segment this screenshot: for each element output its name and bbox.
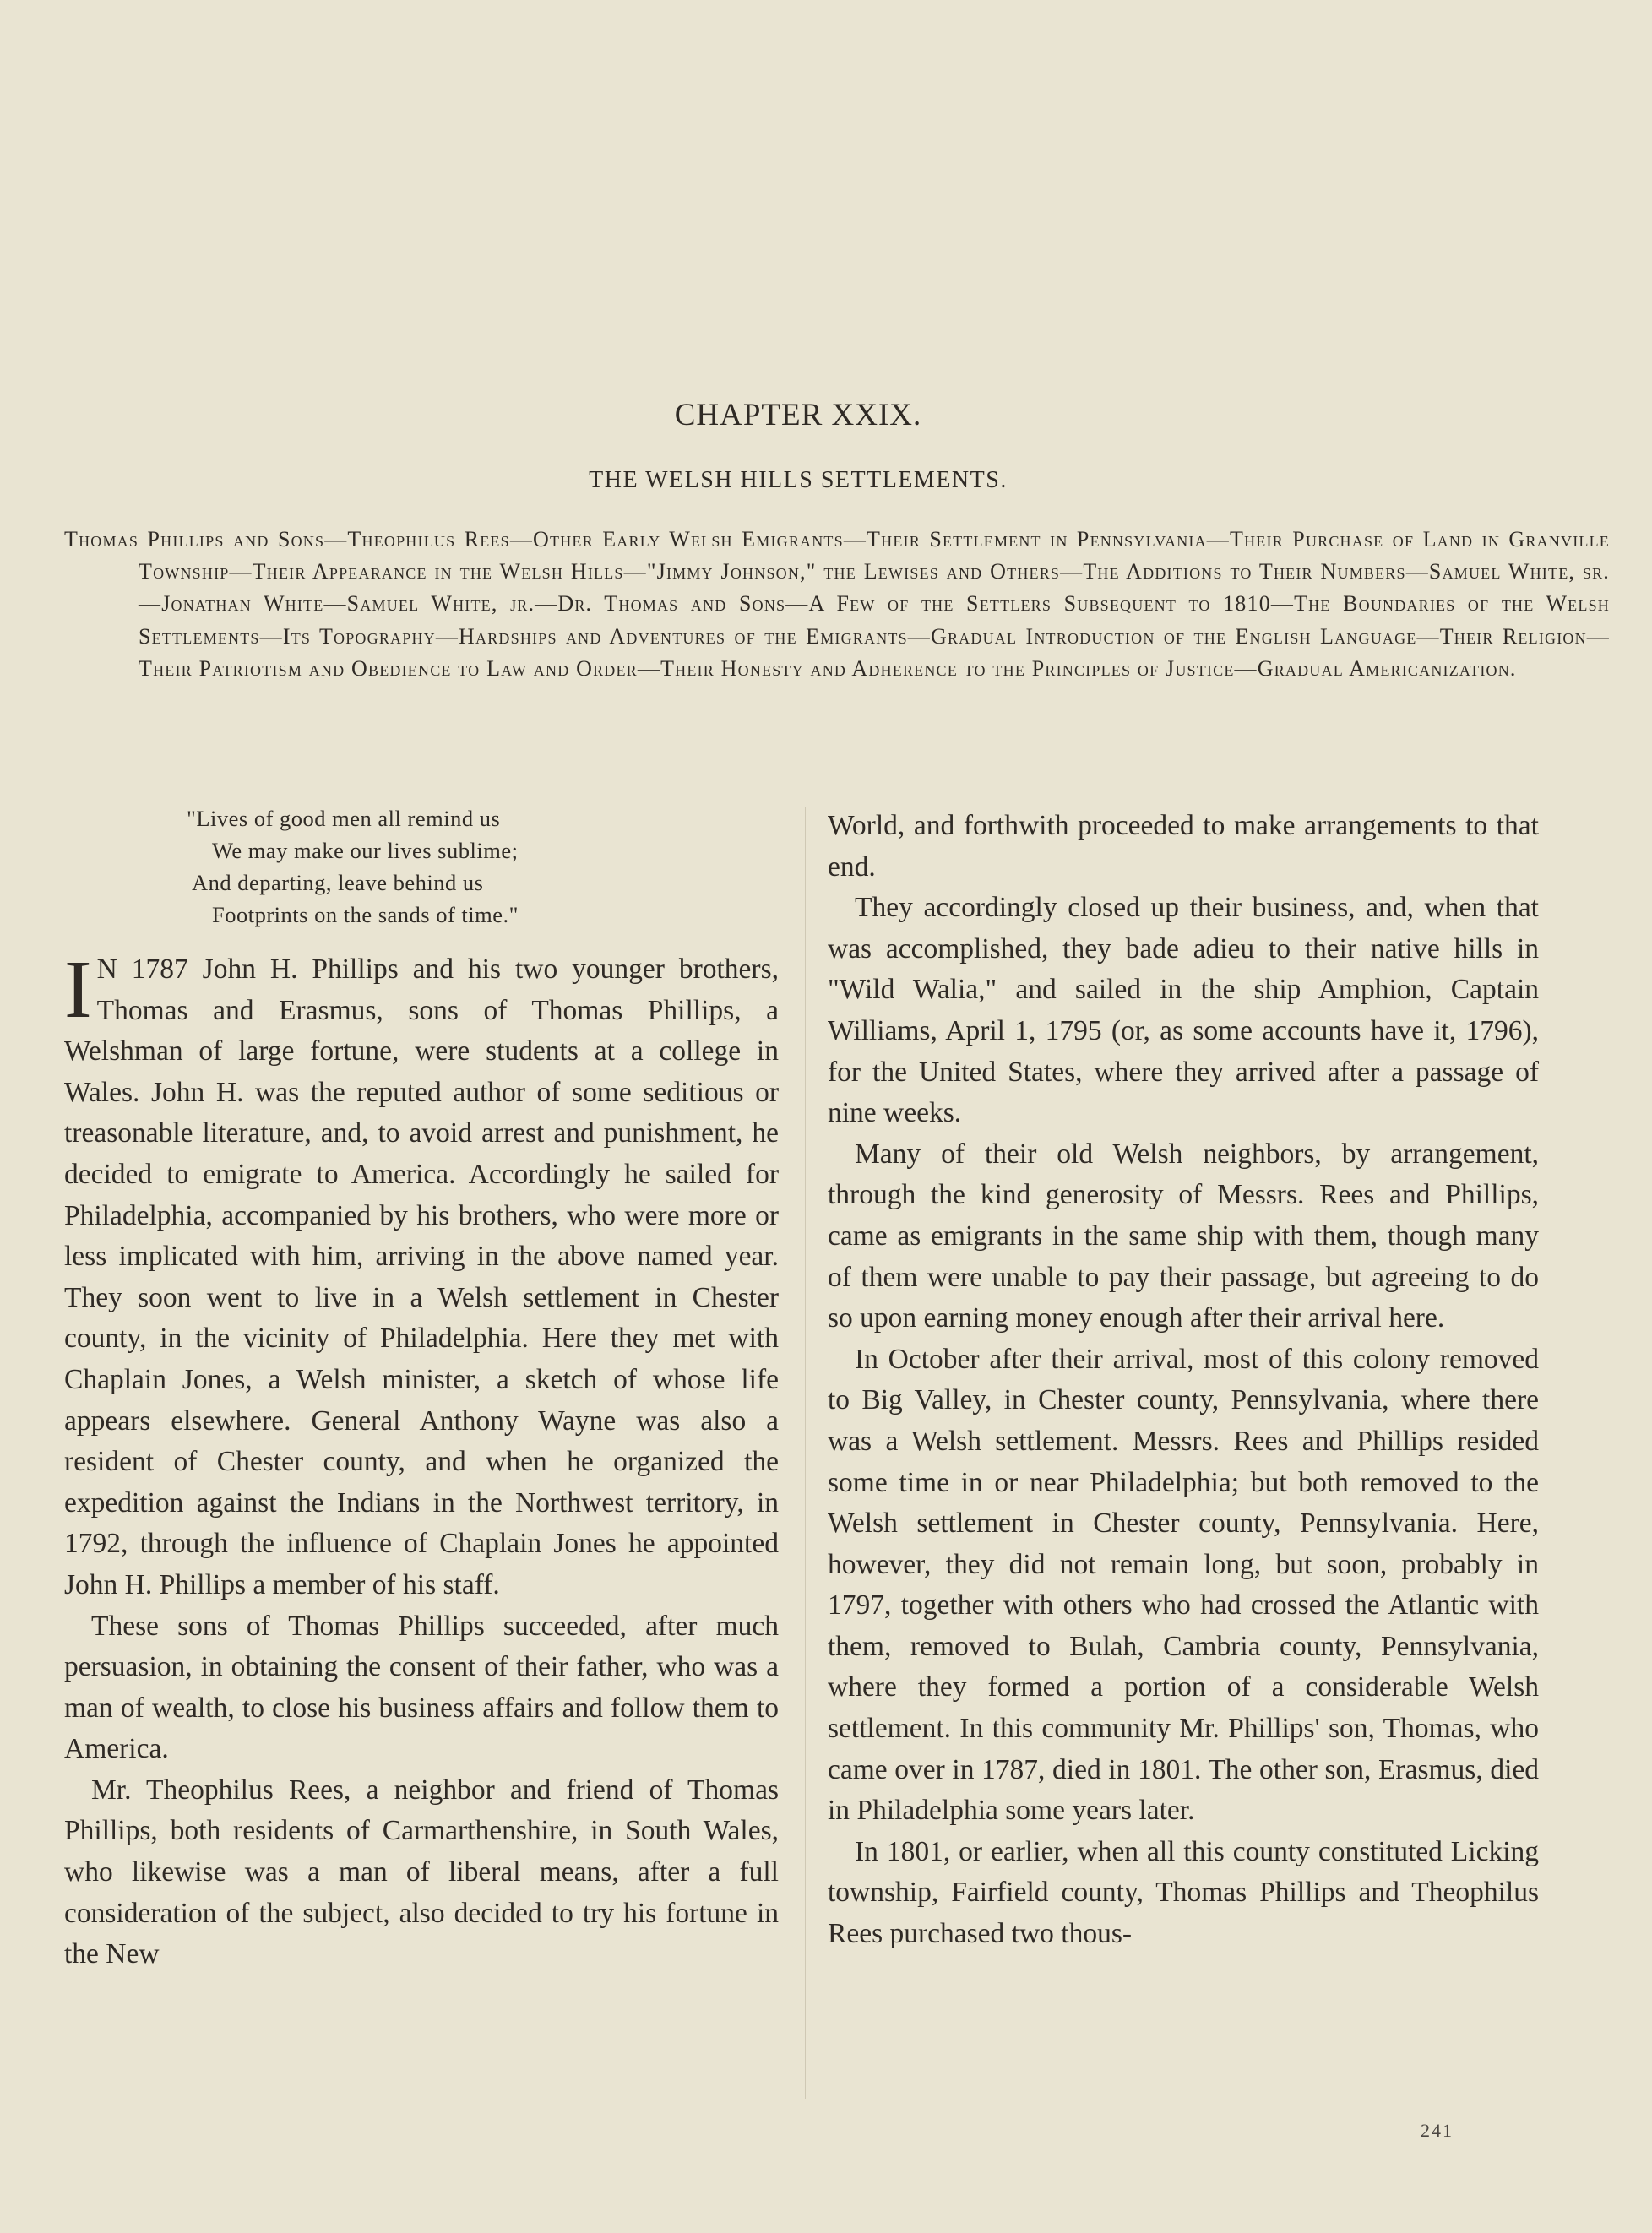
- epigraph-line: And departing, leave behind us: [192, 870, 484, 895]
- left-column: [64, 802, 779, 1975]
- chapter-synopsis: Thomas Phillips and Sons—Theophilus Rees—Other Early Welsh Emigrants—Their Settlement in Pennsylvania—Their Purchase of Land in Granville Township—Their Appearance in the Welsh Hills—"Jimmy Johnson," the Lewises and Others—The Additions to Their Numbers—Samuel White, sr.—Jonathan White—Samuel White, jr.—Dr. Thomas and Sons—A Few of the Settlers Subsequent to 1810—The Boundaries of the Welsh Settlements—Its Topography—Hardships and Adventures of the Emigrants—Gradual Introduction of the English Language—Their Religion—Their Patriotism and Obedience to Law and Order—Their Honesty and Adherence to the Principles of Justice—Gradual Americanization.: [64, 527, 1610, 681]
- paragraph: World, and forthwith proceeded to make arrangements to that end.: [828, 810, 1539, 883]
- right-column: [828, 806, 1539, 1955]
- column-divider: [805, 807, 806, 2099]
- chapter-subtitle: THE WELSH HILLS SETTLEMENTS.: [589, 467, 1008, 493]
- epigraph: [64, 802, 779, 931]
- paragraph: They accordingly closed up their business, and, when that was accomplished, they bade adieu to their native hills in "Wild Walia," and sailed in the ship Amphion, Captain Williams, April 1, 1795 (or, as some accounts have it, 1796), for the United States, where they arrived after a passage of nine weeks.: [828, 892, 1539, 1129]
- paragraph: These sons of Thomas Phillips succeeded, after much persuasion, in obtaining the consent of their father, who was a man of wealth, to close his business affairs and follow them to America.: [64, 1610, 779, 1765]
- paragraph: In October after their arrival, most of this colony removed to Big Valley, in Chester county, Pennsylvania, where there was a Welsh settlement. Messrs. Rees and Phillips resided some time in or near Philadelphia; but both removed to the Welsh settlement in Chester county, Pennsylvania. Here, however, they did not remain long, but soon, probably in 1797, together with others who had crossed the Atlantic with them, removed to Bulah, Cambria county, Pennsylvania, where they formed a portion of a considerable Welsh settlement. In this community Mr. Phillips' son, Thomas, who came over in 1787, died in 1801. The other son, Erasmus, died in Philadelphia some years later.: [828, 1343, 1539, 1827]
- epigraph-line: We may make our lives sublime;: [212, 838, 519, 863]
- chapter-title: CHAPTER XXIX.: [674, 398, 922, 432]
- paragraph-text: N 1787 John H. Phillips and his two younger brothers, Thomas and Erasmus, sons of Thomas Phillips, a Welshman of large fortune, were students at a college in Wales. John H. was the reputed author of some seditious or treasonable literature, and, to avoid arrest and punishment, he decided to emigrate to America. Accordingly he sailed for Philadelphia, accompanied by his brothers, who were more or less implicated with him, arriving in the above named year. They soon went to live in a Welsh settlement in Chester county, in the vicinity of Philadelphia. Here they met with Chaplain Jones, a Welsh minister, a sketch of whose life appears elsewhere. General Anthony Wayne was also a resident of Chester county, and when he organized the expedition against the Indians in the Northwest territory, in 1792, through the influence of Chaplain Jones he appointed John H. Phillips a member of his staff.: [64, 954, 779, 1600]
- paragraph: Mr. Theophilus Rees, a neighbor and friend of Thomas Phillips, both residents of Carmarthenshire, in South Wales, who likewise was a man of liberal means, after a full consideration of the subject, also decided to try his fortune in the New: [64, 1774, 779, 1970]
- epigraph-line: Footprints on the sands of time.": [212, 902, 519, 927]
- paragraph: [64, 944, 779, 1606]
- page-number: 241: [1421, 2120, 1454, 2141]
- epigraph-line: "Lives of good men all remind us: [187, 806, 501, 831]
- paragraph: In 1801, or earlier, when all this county constituted Licking township, Fairfield county, Thomas Phillips and Theophilus Rees purchased two thous-: [828, 1835, 1539, 1950]
- drop-cap: I: [64, 944, 92, 1035]
- paragraph: Many of their old Welsh neighbors, by arrangement, through the kind generosity of Messrs. Rees and Phillips, came as emigrants in the same ship with them, though many of them were unable to pay their passage, but agreeing to do so upon earning money enough after their arrival here.: [828, 1138, 1539, 1334]
